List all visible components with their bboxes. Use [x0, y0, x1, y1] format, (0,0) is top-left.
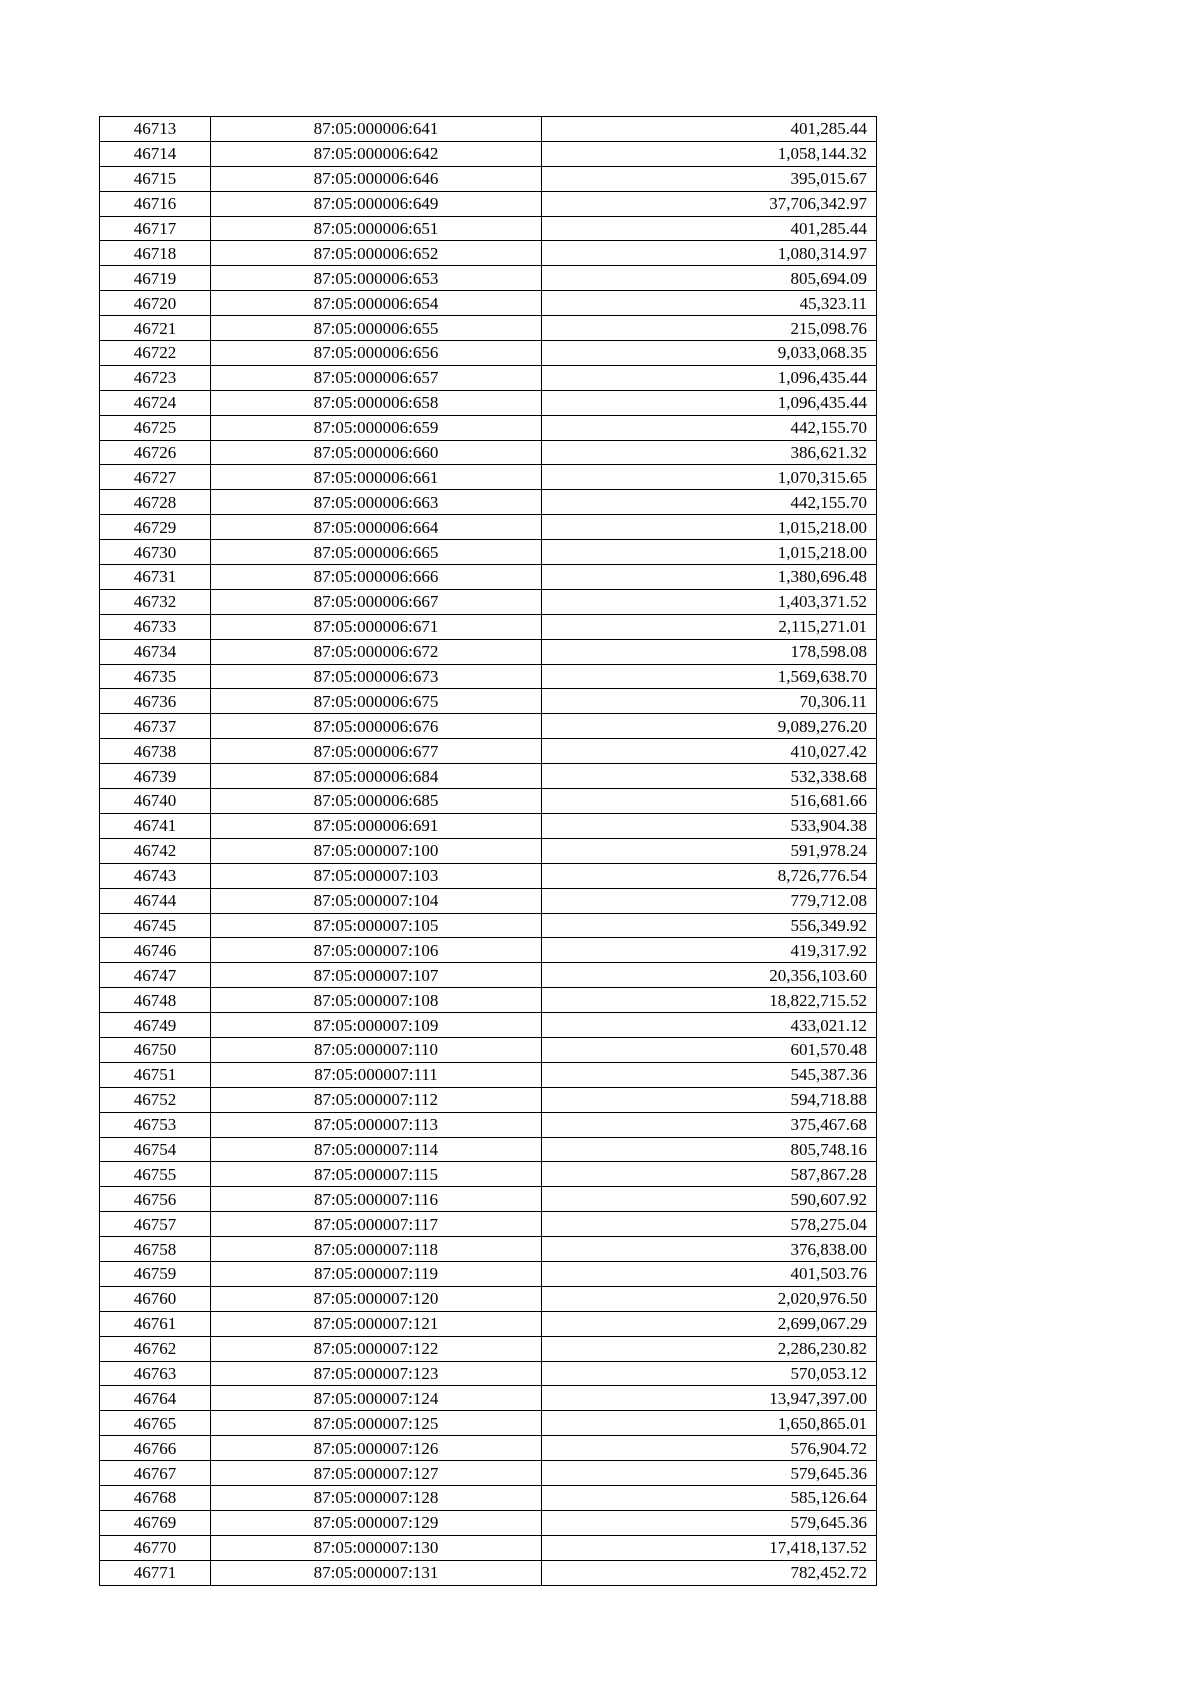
cadastral-value-cell: 1,569,638.70	[542, 664, 877, 689]
row-number-cell: 46766	[100, 1436, 211, 1461]
cadastral-value-cell: 587,867.28	[542, 1162, 877, 1187]
row-number-cell: 46725	[100, 415, 211, 440]
table-row	[100, 341, 877, 366]
cadastral-value-cell: 395,015.67	[542, 166, 877, 191]
cadastral-value-cell: 70,306.11	[542, 689, 877, 714]
cadastral-value-cell: 556,349.92	[542, 913, 877, 938]
cadastral-number-cell: 87:05:000007:123	[211, 1361, 542, 1386]
cadastral-value-cell: 590,607.92	[542, 1187, 877, 1212]
table-row	[100, 565, 877, 590]
cadastral-value-cell: 1,650,865.01	[542, 1411, 877, 1436]
row-number-cell: 46742	[100, 838, 211, 863]
table-row	[100, 1013, 877, 1038]
row-number-cell: 46715	[100, 166, 211, 191]
row-number-cell: 46757	[100, 1212, 211, 1237]
cadastral-number-cell: 87:05:000006:642	[211, 141, 542, 166]
cadastral-number-cell: 87:05:000007:120	[211, 1286, 542, 1311]
cadastral-number-cell: 87:05:000007:112	[211, 1087, 542, 1112]
row-number-cell: 46718	[100, 241, 211, 266]
table-row	[100, 838, 877, 863]
row-number-cell: 46753	[100, 1112, 211, 1137]
cadastral-number-cell: 87:05:000007:104	[211, 888, 542, 913]
row-number-cell: 46731	[100, 565, 211, 590]
table-row	[100, 1187, 877, 1212]
table-row	[100, 1386, 877, 1411]
row-number-cell: 46734	[100, 639, 211, 664]
cadastral-number-cell: 87:05:000007:126	[211, 1436, 542, 1461]
row-number-cell: 46727	[100, 465, 211, 490]
table-row	[100, 1311, 877, 1336]
table-row	[100, 1560, 877, 1585]
cadastral-value-cell: 419,317.92	[542, 938, 877, 963]
cadastral-number-cell: 87:05:000006:673	[211, 664, 542, 689]
row-number-cell: 46750	[100, 1037, 211, 1062]
cadastral-value-cell: 18,822,715.52	[542, 988, 877, 1013]
cadastral-value-cell: 1,096,435.44	[542, 365, 877, 390]
cadastral-number-cell: 87:05:000007:130	[211, 1535, 542, 1560]
row-number-cell: 46719	[100, 266, 211, 291]
cadastral-value-cell: 8,726,776.54	[542, 863, 877, 888]
table-row	[100, 913, 877, 938]
cadastral-value-cell: 805,694.09	[542, 266, 877, 291]
cadastral-number-cell: 87:05:000007:108	[211, 988, 542, 1013]
row-number-cell: 46767	[100, 1461, 211, 1486]
table-row	[100, 863, 877, 888]
row-number-cell: 46720	[100, 291, 211, 316]
cadastral-number-cell: 87:05:000007:128	[211, 1485, 542, 1510]
row-number-cell: 46732	[100, 589, 211, 614]
cadastral-number-cell: 87:05:000006:646	[211, 166, 542, 191]
cadastral-value-cell: 545,387.36	[542, 1062, 877, 1087]
cadastral-number-cell: 87:05:000007:117	[211, 1212, 542, 1237]
cadastral-value-cell: 516,681.66	[542, 789, 877, 814]
table-row	[100, 266, 877, 291]
cadastral-number-cell: 87:05:000006:675	[211, 689, 542, 714]
cadastral-number-cell: 87:05:000007:125	[211, 1411, 542, 1436]
table-row	[100, 316, 877, 341]
cadastral-number-cell: 87:05:000006:651	[211, 216, 542, 241]
cadastral-number-cell: 87:05:000006:659	[211, 415, 542, 440]
row-number-cell: 46713	[100, 117, 211, 142]
cadastral-number-cell: 87:05:000006:655	[211, 316, 542, 341]
row-number-cell: 46722	[100, 341, 211, 366]
table-row	[100, 540, 877, 565]
table-row	[100, 789, 877, 814]
row-number-cell: 46759	[100, 1261, 211, 1286]
cadastral-number-cell: 87:05:000006:676	[211, 714, 542, 739]
cadastral-number-cell: 87:05:000007:113	[211, 1112, 542, 1137]
table-row	[100, 291, 877, 316]
row-number-cell: 46721	[100, 316, 211, 341]
cadastral-value-cell: 591,978.24	[542, 838, 877, 863]
table-row	[100, 1461, 877, 1486]
row-number-cell: 46730	[100, 540, 211, 565]
row-number-cell: 46746	[100, 938, 211, 963]
cadastral-value-cell: 9,033,068.35	[542, 341, 877, 366]
cadastral-value-cell: 1,096,435.44	[542, 390, 877, 415]
row-number-cell: 46740	[100, 789, 211, 814]
cadastral-number-cell: 87:05:000007:106	[211, 938, 542, 963]
table-row	[100, 614, 877, 639]
row-number-cell: 46762	[100, 1336, 211, 1361]
cadastral-value-cell: 442,155.70	[542, 415, 877, 440]
cadastral-number-cell: 87:05:000006:661	[211, 465, 542, 490]
cadastral-number-cell: 87:05:000006:691	[211, 813, 542, 838]
table-row	[100, 1112, 877, 1137]
row-number-cell: 46745	[100, 913, 211, 938]
table-row	[100, 589, 877, 614]
cadastral-number-cell: 87:05:000007:116	[211, 1187, 542, 1212]
table-row	[100, 241, 877, 266]
cadastral-value-cell: 376,838.00	[542, 1237, 877, 1262]
cadastral-value-cell: 45,323.11	[542, 291, 877, 316]
cadastral-number-cell: 87:05:000006:649	[211, 191, 542, 216]
cadastral-value-cell: 442,155.70	[542, 490, 877, 515]
cadastral-number-cell: 87:05:000006:654	[211, 291, 542, 316]
cadastral-number-cell: 87:05:000006:685	[211, 789, 542, 814]
table-row	[100, 1361, 877, 1386]
table-row	[100, 639, 877, 664]
table-row	[100, 415, 877, 440]
table-row	[100, 1087, 877, 1112]
row-number-cell: 46761	[100, 1311, 211, 1336]
cadastral-value-cell: 9,089,276.20	[542, 714, 877, 739]
cadastral-value-cell: 410,027.42	[542, 739, 877, 764]
row-number-cell: 46716	[100, 191, 211, 216]
cadastral-value-cell: 570,053.12	[542, 1361, 877, 1386]
table-row	[100, 1510, 877, 1535]
cadastral-number-cell: 87:05:000006:652	[211, 241, 542, 266]
table-row	[100, 390, 877, 415]
cadastral-number-cell: 87:05:000007:111	[211, 1062, 542, 1087]
cadastral-number-cell: 87:05:000006:664	[211, 515, 542, 540]
cadastral-value-cell: 401,285.44	[542, 117, 877, 142]
cadastral-number-cell: 87:05:000006:660	[211, 440, 542, 465]
table-row	[100, 166, 877, 191]
cadastral-number-cell: 87:05:000007:107	[211, 963, 542, 988]
table-row	[100, 1436, 877, 1461]
row-number-cell: 46765	[100, 1411, 211, 1436]
row-number-cell: 46741	[100, 813, 211, 838]
cadastral-value-cell: 533,904.38	[542, 813, 877, 838]
row-number-cell: 46768	[100, 1485, 211, 1510]
row-number-cell: 46736	[100, 689, 211, 714]
cadastral-number-cell: 87:05:000006:658	[211, 390, 542, 415]
row-number-cell: 46737	[100, 714, 211, 739]
table-row	[100, 689, 877, 714]
cadastral-value-cell: 1,015,218.00	[542, 540, 877, 565]
table-row	[100, 515, 877, 540]
table-row	[100, 365, 877, 390]
table-row	[100, 938, 877, 963]
row-number-cell: 46755	[100, 1162, 211, 1187]
row-number-cell: 46764	[100, 1386, 211, 1411]
table-row	[100, 465, 877, 490]
table-row	[100, 1535, 877, 1560]
table-row	[100, 813, 877, 838]
cadastral-number-cell: 87:05:000007:127	[211, 1461, 542, 1486]
cadastral-number-cell: 87:05:000007:122	[211, 1336, 542, 1361]
cadastral-number-cell: 87:05:000006:665	[211, 540, 542, 565]
row-number-cell: 46756	[100, 1187, 211, 1212]
cadastral-value-cell: 576,904.72	[542, 1436, 877, 1461]
table-row	[100, 1286, 877, 1311]
row-number-cell: 46739	[100, 764, 211, 789]
table-row	[100, 963, 877, 988]
row-number-cell: 46769	[100, 1510, 211, 1535]
table-row	[100, 1411, 877, 1436]
cadastral-number-cell: 87:05:000007:124	[211, 1386, 542, 1411]
table-body	[100, 117, 877, 1586]
row-number-cell: 46747	[100, 963, 211, 988]
cadastral-number-cell: 87:05:000006:671	[211, 614, 542, 639]
table-row	[100, 440, 877, 465]
cadastral-value-cell: 37,706,342.97	[542, 191, 877, 216]
cadastral-number-cell: 87:05:000007:131	[211, 1560, 542, 1585]
cadastral-value-cell: 386,621.32	[542, 440, 877, 465]
row-number-cell: 46724	[100, 390, 211, 415]
table-row	[100, 117, 877, 142]
table-row	[100, 1137, 877, 1162]
cadastral-value-cell: 1,080,314.97	[542, 241, 877, 266]
table-row	[100, 191, 877, 216]
cadastral-number-cell: 87:05:000006:677	[211, 739, 542, 764]
table-row	[100, 764, 877, 789]
cadastral-number-cell: 87:05:000006:653	[211, 266, 542, 291]
cadastral-value-cell: 17,418,137.52	[542, 1535, 877, 1560]
row-number-cell: 46717	[100, 216, 211, 241]
table-row	[100, 1261, 877, 1286]
cadastral-number-cell: 87:05:000006:666	[211, 565, 542, 590]
cadastral-value-cell: 1,403,371.52	[542, 589, 877, 614]
table-row	[100, 1162, 877, 1187]
table-row	[100, 664, 877, 689]
cadastral-value-cell: 13,947,397.00	[542, 1386, 877, 1411]
cadastral-value-cell: 401,503.76	[542, 1261, 877, 1286]
cadastral-value-cell: 1,380,696.48	[542, 565, 877, 590]
row-number-cell: 46751	[100, 1062, 211, 1087]
cadastral-value-cell: 375,467.68	[542, 1112, 877, 1137]
row-number-cell: 46726	[100, 440, 211, 465]
table-row	[100, 1037, 877, 1062]
table-row	[100, 1237, 877, 1262]
cadastral-number-cell: 87:05:000007:118	[211, 1237, 542, 1262]
cadastral-value-cell: 782,452.72	[542, 1560, 877, 1585]
table-row	[100, 888, 877, 913]
cadastral-number-cell: 87:05:000006:656	[211, 341, 542, 366]
cadastral-value-cell: 2,020,976.50	[542, 1286, 877, 1311]
cadastral-number-cell: 87:05:000007:110	[211, 1037, 542, 1062]
cadastral-value-cell: 579,645.36	[542, 1510, 877, 1535]
cadastral-number-cell: 87:05:000007:121	[211, 1311, 542, 1336]
cadastral-value-cell: 401,285.44	[542, 216, 877, 241]
table-row	[100, 739, 877, 764]
cadastral-value-cell: 215,098.76	[542, 316, 877, 341]
cadastral-number-cell: 87:05:000007:105	[211, 913, 542, 938]
cadastral-value-cell: 601,570.48	[542, 1037, 877, 1062]
row-number-cell: 46770	[100, 1535, 211, 1560]
cadastral-value-cell: 433,021.12	[542, 1013, 877, 1038]
row-number-cell: 46748	[100, 988, 211, 1013]
table-row	[100, 1485, 877, 1510]
table-row	[100, 1062, 877, 1087]
row-number-cell: 46735	[100, 664, 211, 689]
row-number-cell: 46744	[100, 888, 211, 913]
cadastral-value-cell: 1,070,315.65	[542, 465, 877, 490]
row-number-cell: 46760	[100, 1286, 211, 1311]
table-row	[100, 490, 877, 515]
row-number-cell: 46723	[100, 365, 211, 390]
cadastral-number-cell: 87:05:000007:103	[211, 863, 542, 888]
cadastral-value-cell: 20,356,103.60	[542, 963, 877, 988]
table-row	[100, 216, 877, 241]
cadastral-value-cell: 178,598.08	[542, 639, 877, 664]
cadastral-value-cell: 1,058,144.32	[542, 141, 877, 166]
table-row	[100, 714, 877, 739]
row-number-cell: 46733	[100, 614, 211, 639]
cadastral-value-cell: 585,126.64	[542, 1485, 877, 1510]
cadastral-number-cell: 87:05:000006:663	[211, 490, 542, 515]
cadastral-number-cell: 87:05:000007:129	[211, 1510, 542, 1535]
cadastral-value-cell: 579,645.36	[542, 1461, 877, 1486]
row-number-cell: 46754	[100, 1137, 211, 1162]
row-number-cell: 46738	[100, 739, 211, 764]
cadastral-number-cell: 87:05:000007:109	[211, 1013, 542, 1038]
cadastral-number-cell: 87:05:000007:119	[211, 1261, 542, 1286]
cadastral-value-cell: 2,286,230.82	[542, 1336, 877, 1361]
table-row	[100, 1336, 877, 1361]
row-number-cell: 46758	[100, 1237, 211, 1262]
cadastral-number-cell: 87:05:000007:115	[211, 1162, 542, 1187]
cadastral-value-table	[99, 116, 877, 1586]
row-number-cell: 46763	[100, 1361, 211, 1386]
table-row	[100, 141, 877, 166]
cadastral-number-cell: 87:05:000007:100	[211, 838, 542, 863]
cadastral-number-cell: 87:05:000006:667	[211, 589, 542, 614]
cadastral-number-cell: 87:05:000006:684	[211, 764, 542, 789]
row-number-cell: 46729	[100, 515, 211, 540]
row-number-cell: 46752	[100, 1087, 211, 1112]
cadastral-number-cell: 87:05:000006:641	[211, 117, 542, 142]
row-number-cell: 46771	[100, 1560, 211, 1585]
cadastral-number-cell: 87:05:000006:672	[211, 639, 542, 664]
cadastral-value-cell: 1,015,218.00	[542, 515, 877, 540]
row-number-cell: 46749	[100, 1013, 211, 1038]
cadastral-number-cell: 87:05:000007:114	[211, 1137, 542, 1162]
cadastral-value-cell: 805,748.16	[542, 1137, 877, 1162]
table-row	[100, 1212, 877, 1237]
table-row	[100, 988, 877, 1013]
cadastral-value-cell: 532,338.68	[542, 764, 877, 789]
cadastral-value-cell: 2,115,271.01	[542, 614, 877, 639]
row-number-cell: 46743	[100, 863, 211, 888]
cadastral-value-cell: 578,275.04	[542, 1212, 877, 1237]
row-number-cell: 46728	[100, 490, 211, 515]
cadastral-value-cell: 594,718.88	[542, 1087, 877, 1112]
cadastral-value-cell: 2,699,067.29	[542, 1311, 877, 1336]
cadastral-value-cell: 779,712.08	[542, 888, 877, 913]
row-number-cell: 46714	[100, 141, 211, 166]
cadastral-number-cell: 87:05:000006:657	[211, 365, 542, 390]
